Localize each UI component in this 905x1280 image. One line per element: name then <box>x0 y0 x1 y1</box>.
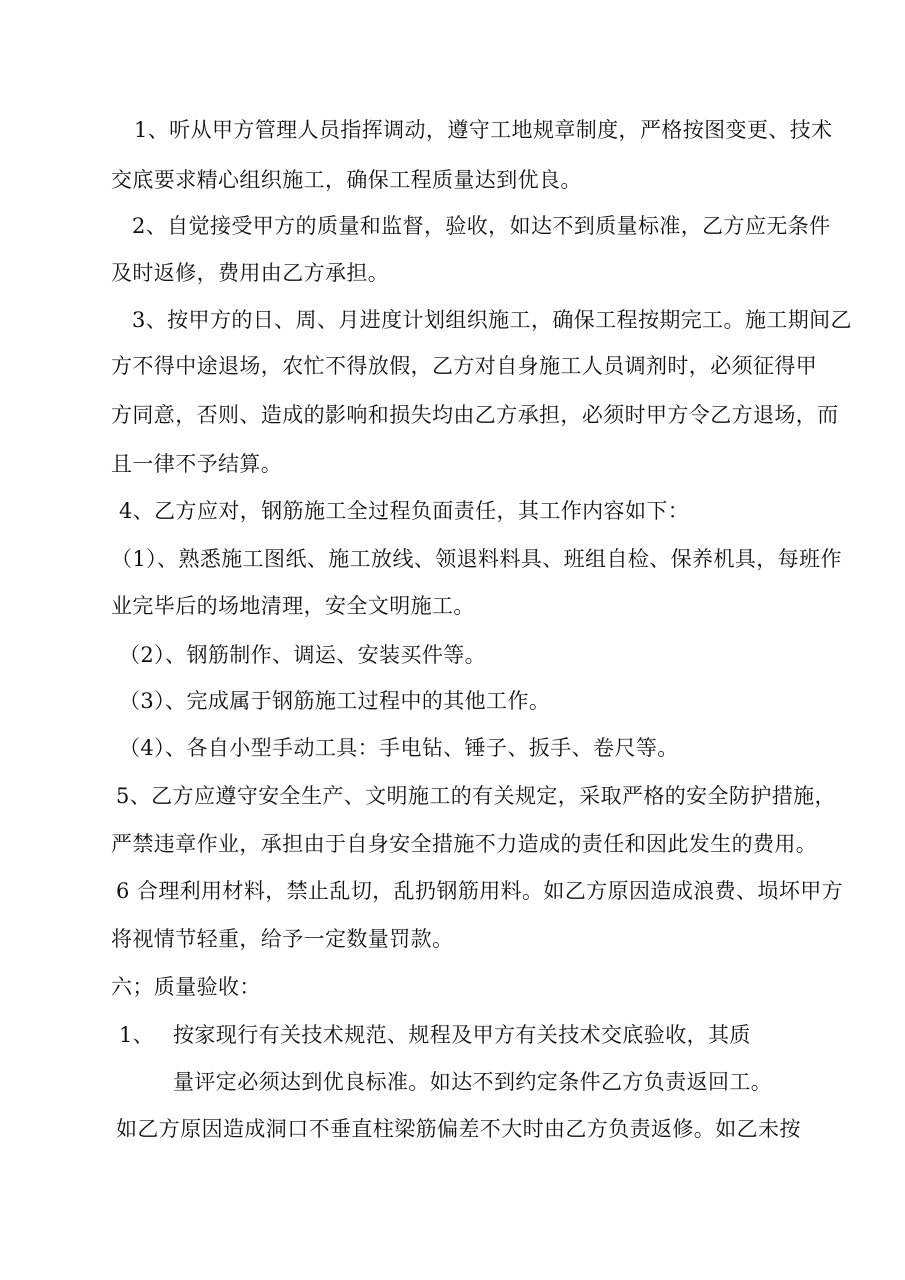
text-line-4: 及时返修，费用由乙方承担。 <box>111 261 390 285</box>
text-line-22: 如乙方原因造成洞口不垂直柱梁筋偏差不大时由乙方负责返修。如乙未按 <box>116 1117 801 1141</box>
text-line-21: 量评定必须达到优良标准。如达不到约定条件乙方负责返回工。 <box>173 1070 773 1094</box>
list-number-1: 1、 <box>119 1023 155 1047</box>
text-line-6: 方不得中途退场，农忙不得放假，乙方对自身施工人员调剂时，必须征得甲 <box>111 354 818 378</box>
text-line-5: 3、按甲方的日、周、月进度计划组织施工，确保工程按期完工。施工期间乙 <box>132 308 852 332</box>
text-line-20: 按家现行有关技术规范、规程及甲方有关技术交底验收，其质 <box>173 1023 751 1047</box>
text-line-13: （3）、完成属于钢筋施工过程中的其他工作。 <box>119 689 551 713</box>
text-line-12: （2）、钢筋制作、调运、安装买件等。 <box>119 643 487 667</box>
text-line-7: 方同意，否则、造成的影响和损失均由乙方承担，必须时甲方令乙方退场，而 <box>111 403 839 427</box>
text-line-14: （4）、各自小型手动工具：手电钻、锤子、扳手、卷尺等。 <box>119 736 679 760</box>
text-line-11: 业完毕后的场地清理，安全文明施工。 <box>111 594 475 618</box>
text-line-2: 交底要求精心组织施工，确保工程质量达到优良。 <box>111 168 582 192</box>
text-line-9: 4、乙方应对，钢筋施工全过程负面责任，其工作内容如下： <box>119 499 690 523</box>
text-line-3: 2、自觉接受甲方的质量和监督，验收，如达不到质量标准，乙方应无条件 <box>132 214 831 238</box>
text-line-15: 5、乙方应遵守安全生产、文明施工的有关规定，采取严格的安全防护措施， <box>116 784 836 808</box>
text-line-17: 6 合理利用材料，禁止乱切，乱扔钢筋用料。如乙方原因造成浪费、埙坏甲方 <box>116 879 844 903</box>
section-heading-quality-acceptance: 六；质量验收： <box>111 975 261 999</box>
text-line-10: （1）、熟悉施工图纸、施工放线、领退料料具、班组自检、保养机具，每班作 <box>111 547 842 571</box>
text-line-8: 且一律不予结算。 <box>111 452 283 476</box>
text-line-18: 将视情节轻重，给予一定数量罚款。 <box>111 927 454 951</box>
text-line-1: 1、听从甲方管理人员指挥调动，遵守工地规章制度，严格按图变更、技术 <box>134 118 833 142</box>
text-line-16: 严禁违章作业，承担由于自身安全措施不力造成的责任和因此发生的费用。 <box>111 832 818 856</box>
